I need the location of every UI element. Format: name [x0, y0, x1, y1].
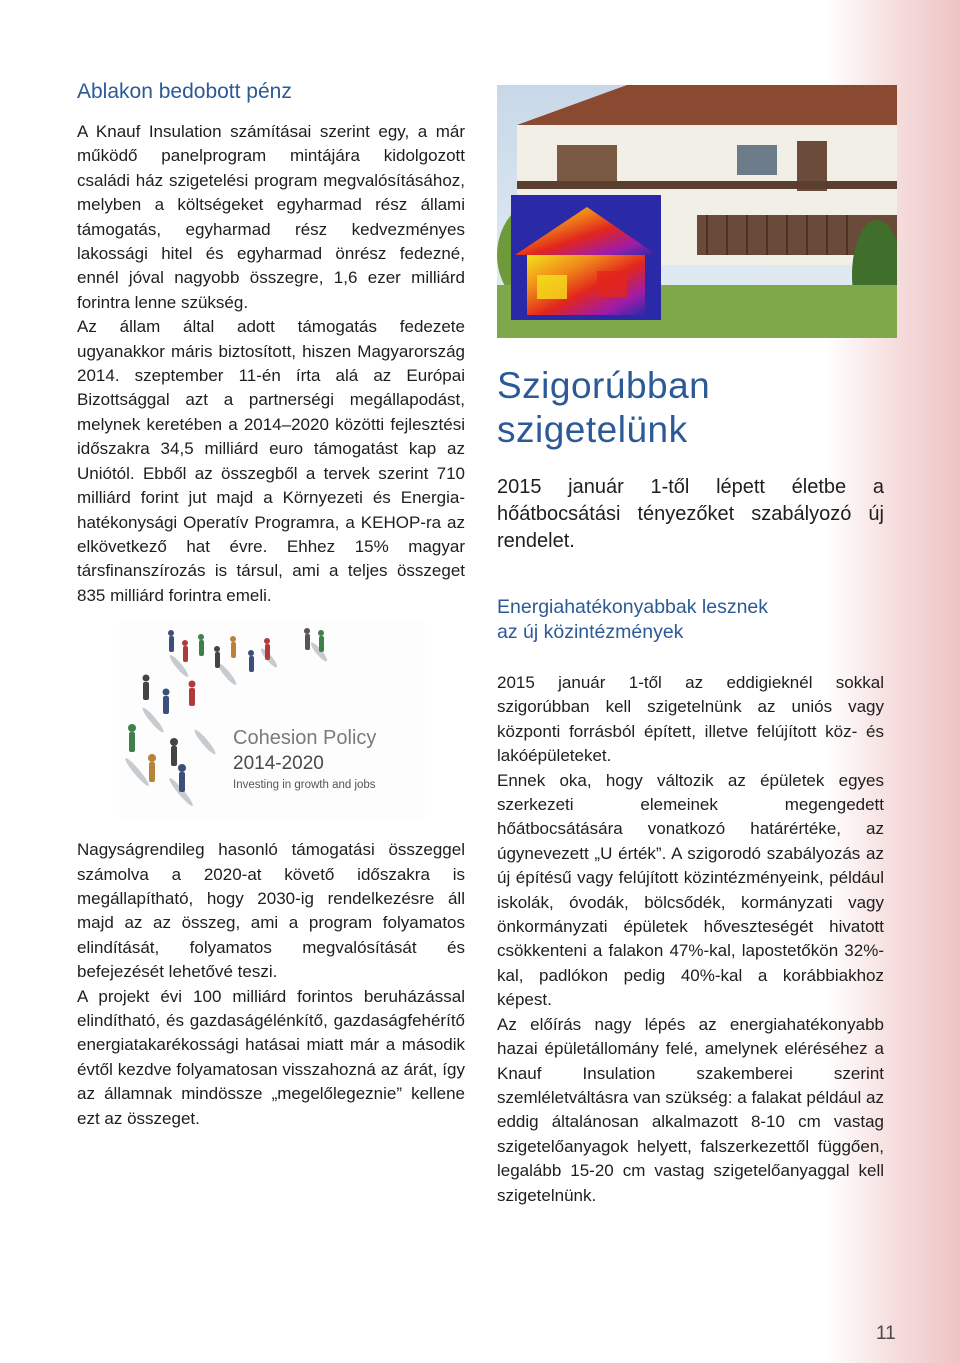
subheading-line-1: Energiahatékonyabbak lesznek	[497, 596, 769, 618]
cohesion-policy-title: Cohesion Policy	[233, 727, 377, 750]
thermal-house-photo	[497, 85, 897, 338]
section-heading: Ablakon bedobott pénz	[77, 80, 292, 103]
article-title	[497, 364, 884, 452]
lead-paragraph: 2015 január 1-től lépett életbe a hőátbocsátási tényezőket szabályozó új rendelet.	[497, 476, 884, 552]
paragraph-stricter-insulation: 2015 január 1-től az eddigieknél sokkal szigorúbban kell szigetelnünk az uniós vagy központi forrásból épített, illetve felújított köz- és lakóépületeket.	[497, 673, 884, 766]
paragraph-project-investment: A projekt évi 100 milliárd forintos beruházással elindítható, és gazdaságélénkítő, gazdaságfehérítő energiatakarékossági hatásai miatt már a második évtől kezdve folyamatosan visszahozná az árát, így az államnak mindössze „megelőlegeznie” kellene ezt az összeget.	[77, 986, 465, 1128]
paragraph-knauf-calculation: A Knauf Insulation számításai szerint egy, a már működő panelprogram mintájára kidolgozott családi ház szigetelési program megvalósításához, melyben a költségeket egyharmad rész állami támogatás, egyharmad rész kedvezményes lakossági hitel és egyharmad önrész fedezné, ennél jóval nagyobb összegre, 1,6 ezer milliárd forintra lenne szükség.	[77, 122, 465, 312]
right-column	[497, 85, 884, 1208]
left-column	[77, 80, 465, 1131]
paragraph-2030-outlook: Nagyságrendileg hasonló támogatási összeggel számolva a 2020-at követő időszakra is megállapítható, hogy 2030-ig rendelkezésre áll majd az az összeg, ami a program folyamatos elindítását, folyamatos megvalósítását és befejezését lehetővé teszi.	[77, 840, 465, 982]
subheading	[497, 595, 884, 645]
article-title-line-2: szigetelünk	[497, 409, 688, 450]
subheading-line-2: az új közintézmények	[497, 621, 684, 643]
cohesion-policy-subtitle: Investing in growth and jobs	[233, 779, 376, 792]
cohesion-policy-years: 2014-2020	[233, 753, 324, 775]
paragraph-u-value: Ennek oka, hogy változik az épületek egyes szerkezeti elemeinek megengedett hőátbocsátására vonatkozó határértéke, az úgynevezett „U érték”. A szigorodó szabályozás az új építésű vagy felújított közintézményeink, például iskolák, óvodák, bölcsődék, kormányzati vagy önkormányzati épületek hőveszteségét hivatott csökkenteni a falakon 47%-kal, lapostetőkön 32%-kal, padlókon pedig 40%-kal a korábbiakhoz képest.	[497, 770, 884, 1010]
paragraph-state-support: Az állam által adott támogatás fedezete ugyanakkor máris biztosított, hiszen Magyarország 2014. szeptember 11-én írta alá az Európai Bizottsággal azt a partnerségi megállapodást, melynek keretében a 2014–2020 közötti fejlesztési időszakra 34,5 milliárd euro támogatást kap az Uniótól. Ebből az összegből a tervek szerint 710 milliárd forint jut majd a Környezeti és Energia-hatékonysági Operatív Programra, a KEHOP-ra az elkövetkező hat évre. Ehhez 15% magyar társfinanszírozás is társul, ami a teljes összeget 835 milliárd forintra emeli.	[77, 317, 465, 605]
cohesion-policy-image	[119, 622, 425, 818]
paragraph-paradigm-shift: Az előírás nagy lépés az energiahatékonyabb hazai épületállomány felé, amelynek eléréséhez a Knauf Insulation szakemberei szerint szemléletváltásra van szükség: a falakat például az eddig általánosan alkalmazott 8-10 cm vastag szigetelőanyagok helyett, falszerkezettől függően, legalább 15-20 cm vastag szigetelőanyaggal kell szigetelnünk.	[497, 1014, 884, 1205]
page-number: 11	[876, 1323, 896, 1344]
article-title-line-1: Szigorúbban	[497, 365, 711, 406]
